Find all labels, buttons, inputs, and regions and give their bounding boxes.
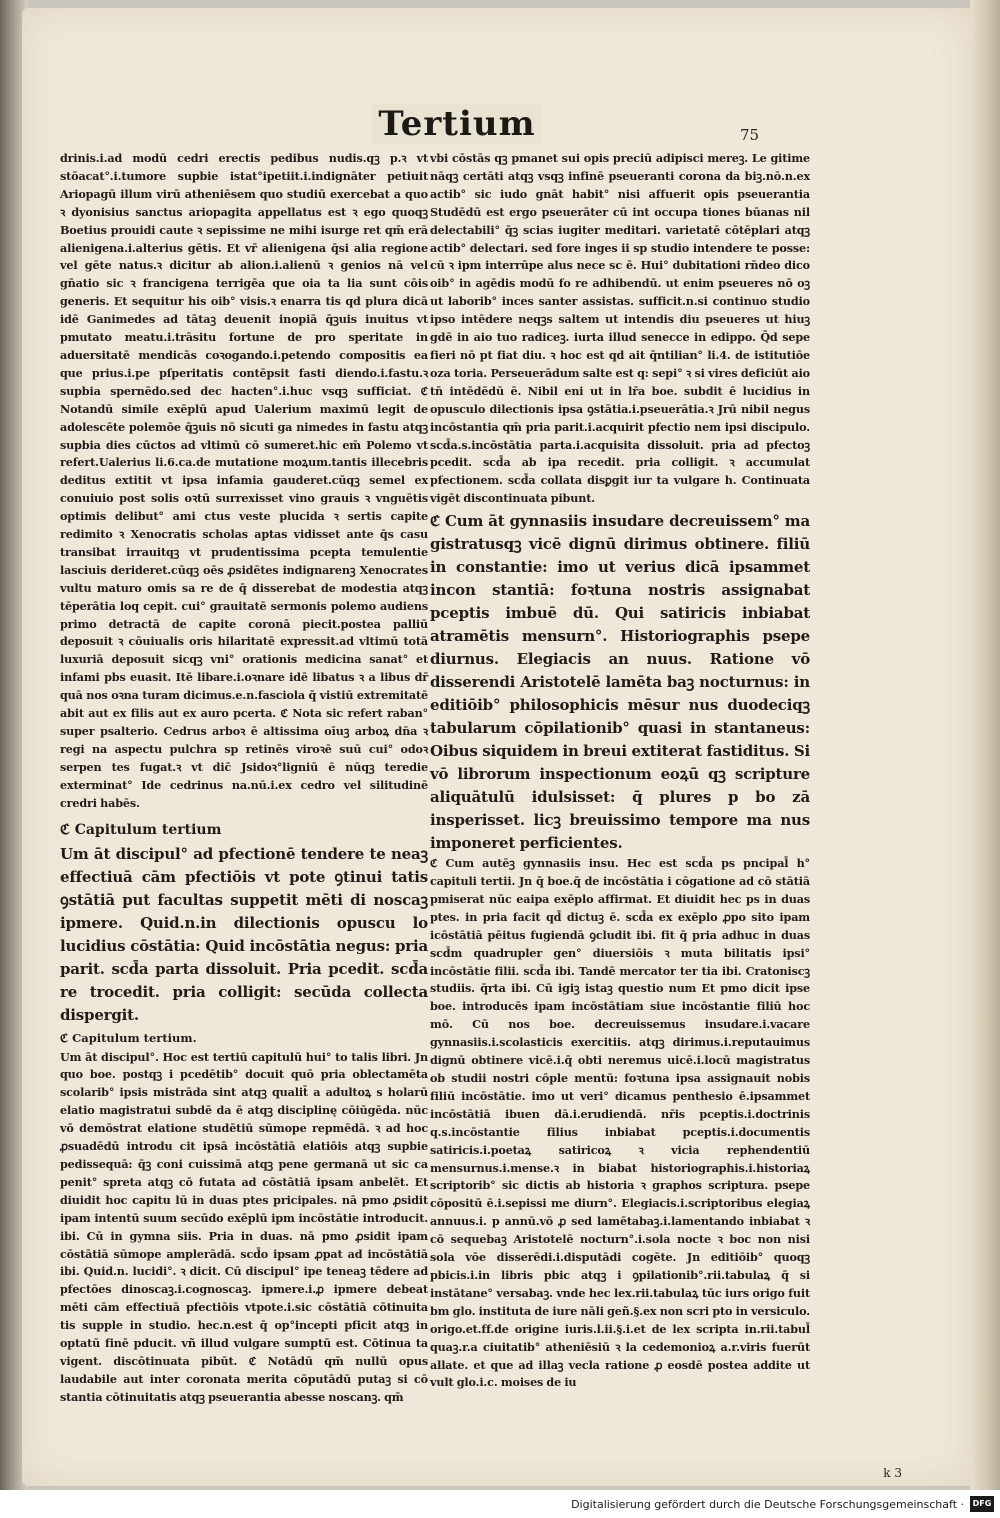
page-stack-edge	[970, 0, 1000, 1490]
chapter-heading-commentary: ℭ Capitulum tertium.	[60, 1030, 197, 1045]
right-main-text: ℭ Cum āt gynnasiis insudare decreuissem° ma gistratusqꝫ vicē dignū dirimus obtinere. filiū in constantie: imo ut verius dicā ipsammet incon stantiā: foꝛtuna nostris assignabat pceptis imbuē dū. Qui satiricis inbiabat atramētis mensurn°. Historiographis psepe diurnus. Elegiacis an nuus. Ratione vō disserendi Aristotelē lamēta baꝫ nocturnus: in editiōib° philosophicis mēsur nus duodeciqꝫ tabularum cōpilationib° quasi in stantaneus: Oibus siquidem in breui extiterat fastiditus. Si vō librorum inspectionum eoꝝū qꝫ scripture aliquātulū idulsisset: q̄ plures p bo zā insperisset. licꝫ breuissimo tempore ma nus imponeret perficientes.	[430, 512, 810, 853]
running-head: Tertium	[372, 104, 542, 144]
right-column	[430, 150, 810, 1392]
chapter-heading: ℭ Capitulum tertium	[60, 821, 222, 838]
left-main-text: Um āt discipul° ad pfectionē tendere te neaꝫ effectiuā cām pfectiōis vt pote ꝯtinui tatis ꝯstātiā put facultas suppetit mēti di noscaꝫ ipmere. Quid.n.in dilectionis opuscu lo lucidius cōstātia: Quid incōstātia negus: pria parit. scd̄a parta dissoluit. Pria pcedit. scd̄a re trocedit. pria colligit: secūda collecta dispergit.	[60, 844, 428, 1024]
left-commentary-block-2: Um āt discipul°. Hoc est tertiū capitulū hui° to talis libri. Jn quo boe. postqꝫ i pcedētib° docuit quō pria oblectamēta scolarib° ipsis mistrāda sint atqꝫ qualit̄ a adultoꝝ s holarū elatio magistratui subdē da ē atqꝫ disciplinę cōiūgēda. nūc vō demōstrat elatione studētiū sūmope repmēdā. ꝛ ad hoc ꝓsuadēdū introdu cit ipsā incōstātiā elatiōis atqꝫ supbie pedissequā: q̄ꝫ coni cuissimā atqꝫ pene germanā ut sic ca penit° spreta atqꝫ cō futata ad cōstātiā ipsam anbelēt. Et diuidit hoc capitu lū in duas ptes pricipales. nā pmo ꝓsidit ipam intentū suum secūdo exēplū ipm incōstātie introducit. ibi. Cū in gymna siis. Pria in duas. nā pmo ꝓsidit ipam cōstātiā sūmope amplerādā. scd̄o ipsam ꝓpat ad incōstātiā ibi. Quid.n. lucidi°. ꝛ dicit. Cū discipul° ipe teneaꝫ tēdere ad pfectōes dinoscaꝫ.i.cognoscaꝫ. ipmere.i.ꝓ ipmere debeat mēti cām effectiuā pfectiōis vtpote.i.sic cōstātiā cōtinuita tis supple in studio. hec.n.est q̄ op°incepti pficit atqꝫ in optatū finē pducit. vñ illud vulgare sumptū est. Cōtinua ta vigent. discōtinuata pibūt. ℭ Notādū qm̄ nullū opus laudabile aut inter coronata merita cōputādū putaꝫ si cō stantia cōtinuitatis atqꝫ pseuerantia abesse noscanꝫ. qm̄	[60, 1049, 428, 1404]
left-commentary-block: drinis.i.ad modū cedri erectis pedibus nudis.qꝫ p.ꝛ vt stōacat°.i.tumore supbie istat°ipetiit.i.indignāter petiuit Ariopagū illum virū atheniēsem quo studiū exercebat a quo ꝛ dyonisius sanctus ariopagita appellatus est ꝛ ego quoqꝫ Boetius prouidi caute ꝛ sepissime ne mihi isurge ret qm̄ erā alienigena.i.alterius gētis. Et vr̄ alienigena q̄si alia regione vel gēte natus.ꝛ dicitur ab alion.i.alienū ꝛ genios nā vel gn̄atio sic ꝛ francigena terrigēa que oia ta lia sunt cōis generis. Et sequitur his oib° visis.ꝛ enarra tis qd plura dicā idē Ganimedes ad tātaꝫ deuenit inopiā q̄ꝫuis inuitus vt pmutato meatu.i.trāsitu fortune de pro speritate in aduersitatē mendicās coꝛogando.i.petendo compositis ea que prius.i.pe pſperitatis contēpsit fasti diendo.i.fastu.ꝛ supbia spernēdo.sed dec hacten°.i.huc vsqꝫ sufficiat. ℭ Notandū simile exēplū apud Ualerium maximū legit de adolescēte polemōe q̄ꝫuis nō sicuti ga nimedes in fastu atqꝫ supbia dies cūctos ad vltimū cō sumeret.hic em̄ Polemo vt refert.Ualerius li.6.ca.de mutatione moꝝum.tantis illecebris deditus extitit vt ipsa infamia gauderet.cūqꝫ semel ex conuiuio post solis oꝛtū surrexisset vino grauis ꝛ vnguētis optimis delibut° ami ctus veste plucida ꝛ sertis capite redimito ꝛ Xenocratis scholas aptas vidisset ante q̄s casu transibat irrauitqꝫ vt prudentissima pcepta temulentie lasciuis derideret.cūqꝫ oēs ꝓsidētes indignarenꝫ Xenocrates vultu maturo omis sa re de q̄ disserebat de modestia atqꝫ tēperātia loq cepit. cui° grauitatē sermonis polemo audiens primo detractā de capite coronā piecit.postea palliū deposuit ꝛ cōuiualis oris hilaritatē expressit.ad vltimū totā luxuriā deposuit sicqꝫ vni° orationis medicina sanat° et infami pbs euasit. Itē libare.i.oꝛnare idē libatus ꝛ a libus dr̄ quā nos oꝛna turam dicimus.e.n.fasciola q̄ vistiū extremitatē abit aut ex filis aut ex auro pcerta. ℭ Nota sic refert raban° super psalterio. Cedrus arboꝛ ē altissima oīuꝫ arboꝝ dn̄a ꝛ regi na aspectu pulchra sp retinēs viroꝛē suū cui° odoꝛ serpen tes fugat.ꝛ vt dic̄ Jsidoꝛ°ligniū ē nūqꝫ teredie exterminat° Ide cedrinus na.nū.i.ex cedro vel silitudinē credri habēs.	[60, 151, 428, 810]
right-commentary-block: vbi cōstās qꝫ pmanet sui opis preciū adipisci mereꝫ. Le gitime nāqꝫ certāti atqꝫ vsqꝫ infinē pseueranti corona da biꝫ.nō.n.ex actib° sic iudo gnāt habit° nisi affuerit opis pseuerantia Studēdū est ergo pseuerāter cū int occupa tiones būanas nil delectabili° q̄ꝫ scias iugiter meditari. varietatē cōtēplari atqꝫ actib° delectari. sed fore inges ii sp studio intendere te posse: cū ꝛ ipm interrūpe alus nece sc ē. Hui° dubitationi rn̄deo dico oib° in agēdis modū fo re adhibendū. ut enim pseueres nō oꝫ ut laborib° inces santer assistas. sufficit.n.si continuo studio ipso intēdere neqꝫs saltem ut intendis diu pseueres ut hiuꝫ gdē in aio tuo radiceꝫ. iurta illud senecce in edippo. Q̄d sepe fieri nō pt fiat diu. ꝛ hoc est qd ait q̄ntilian° li.4. de istitutiōe oza toria. Perseuerādum salte est q: sepi° ꝛ si vires deficiūt aio tn̄ intēdēdū ē. Nibil eni ut in lr̄a boe. subdit ē lucidius in opusculo dilectionis ipsa ꝯstātia.i.pseuerātia.ꝛ Jrū nibil negus incōstantia qm̄ pria parit.i.acquirit pfectio nem ipsi discipulo. scd̄a.s.incōstātia parta.i.acquisita dissoluit. pria ad pfectoꝫ pcedit. scd̄a ab ipa recedit. pria colligit. ꝛ accumulat pfectionem. scd̄a collata disꝑgit iur ta vulgare h. Continuata vigēt discontinuata pibunt.	[430, 151, 810, 506]
folio-number: 75	[740, 126, 760, 144]
dfg-logo: DFG	[970, 1496, 994, 1512]
digitization-credit: Digitalisierung gefördert durch die Deutsche Forschungsgemeinschaft ·	[0, 1490, 1000, 1518]
right-commentary-block-2: ℭ Cum autēꝫ gynnasiis insu. Hec est scd̄a ps pncipal̄ h° capituli tertii. Jn q̄ boe.q̄ de incōstātia i cōgatione ad cō stātiā pmiserat nūc eaipa exēplo affirmat. Et diuidit hec ps in duas ptes. in pria facit qd̄ dictuꝫ ē. scd̄a ex exēplo ꝓpo sito ipam icōstātiā pēitus fugiendā ꝯcludit ibi. fit q̄ pria adhuc in duas scd̄m quadrupler gen° diuersiōis ꝛ muta bilitatis ipsi° incōstātie filii. scd̄a ibi. Tandē mercator ter tia ibi. Cratoniscꝫ studiis. q̄rta ibi. Cū igiꝫ istaꝫ questio num Et pmo dicit ipse boe. introducēs ipam incōstātiam siue incōstantie filiū hoc mō. Cū nos boe. decreuissemus insudare.i.vacare gynnasiis.i.scolasticis exercitiis. atqꝫ dirimus.i.reputauimus dignū obtinere vicē.i.q̄ obti neremus uicē.i.locū magistratus ob studii nostri cōple mentū: foꝛtuna ipsa assignauit nobis filiū incōstātie. imo ut veri° dicamus penthesio ē.ipsammet incōstātiā ibuen dā.i.erudiendā. nr̄is pceptis.i.doctrinis q.s.incōstantie filius inbiabat pceptis.i.documentis satiricis.i.poetaꝝ satiricoꝝ ꝛ vicia rephendentiū mensurnus.i.mense.ꝛ in biabat historiographis.i.historiaꝝ scriptorib° sic dictis ab historia ꝛ graphos scriptura. psepe cōpositū ē.i.sepissi me diurn°. Elegiacis.i.scriptoribus elegiaꝝ annuus.i. p annū.vō ꝓ sed lamētabaꝫ.i.lamentando inbiabat ꝛ cō sequebaꝫ Aristotelē nocturn°.i.sola nocte ꝛ boc non nisi sola vōe disserēdi.i.disputādi cogēte. Jn editiōib° quoqꝫ pbicis.i.in libris pbic atqꝫ i ꝯpilationib°.rii.tabulaꝝ q̄ si instātane° versabaꝫ. vnde hec lex.rii.tabulaꝝ tūc iurs origo fuit bm glo. instituta de iure nāli geñ.§.ex non scri pto in versiculo. origo.et.ff.de origine iuris.l.ii.§.i.et de lex scripta in.rii.tabul̄ quaꝫ.r.a ciuitatib° atheniēsiū ꝛ la cedemonioꝝ a.r.viris fuerūt allate. et que ad illaꝫ vecla ratione ꝓ eosdē postea addite ut vult glo.i.c. moises de iu	[430, 856, 810, 1390]
book-page	[22, 8, 972, 1486]
signature-mark: k 3	[883, 1466, 902, 1480]
left-column	[60, 150, 428, 1407]
